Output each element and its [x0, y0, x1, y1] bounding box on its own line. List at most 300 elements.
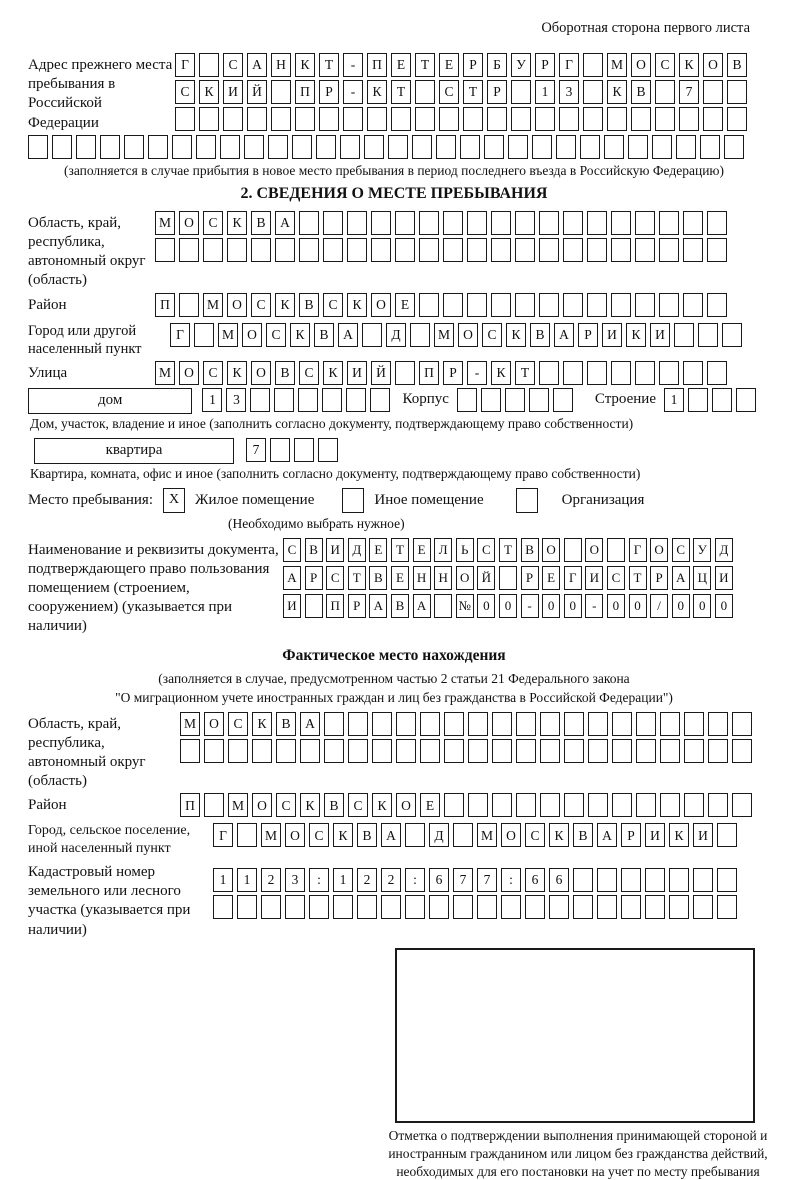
char-cell[interactable] [357, 895, 377, 919]
char-cell[interactable]: Е [542, 566, 560, 590]
char-cell[interactable]: М [228, 793, 248, 817]
char-cell[interactable] [607, 107, 627, 131]
char-cell[interactable]: К [333, 823, 353, 847]
char-cell[interactable]: Е [369, 538, 387, 562]
char-cell[interactable]: П [180, 793, 200, 817]
char-cell[interactable]: 0 [542, 594, 560, 618]
char-cell[interactable] [453, 823, 473, 847]
char-cell[interactable] [467, 238, 487, 262]
char-cell[interactable] [460, 135, 480, 159]
char-cell[interactable] [515, 238, 535, 262]
char-cell[interactable] [172, 135, 192, 159]
char-cell[interactable]: М [155, 361, 175, 385]
char-cell[interactable]: К [290, 323, 310, 347]
char-cell[interactable] [180, 739, 200, 763]
char-cell[interactable] [468, 712, 488, 736]
char-cell[interactable] [292, 135, 312, 159]
char-cell[interactable] [196, 135, 216, 159]
char-cell[interactable] [516, 793, 536, 817]
char-cell[interactable] [223, 107, 243, 131]
char-cell[interactable]: А [275, 211, 295, 235]
char-cell[interactable] [348, 739, 368, 763]
char-cell[interactable] [707, 361, 727, 385]
char-cell[interactable] [722, 323, 742, 347]
char-cell[interactable] [333, 895, 353, 919]
char-cell[interactable]: С [326, 566, 344, 590]
char-cell[interactable] [285, 895, 305, 919]
char-cell[interactable]: К [372, 793, 392, 817]
char-cell[interactable]: И [347, 361, 367, 385]
char-cell[interactable]: П [326, 594, 344, 618]
char-cell[interactable] [612, 793, 632, 817]
char-cell[interactable]: К [367, 80, 387, 104]
char-cell[interactable] [347, 238, 367, 262]
char-cell[interactable]: К [295, 53, 315, 77]
char-cell[interactable] [396, 739, 416, 763]
char-cell[interactable] [491, 293, 511, 317]
char-cell[interactable] [316, 135, 336, 159]
char-cell[interactable] [443, 293, 463, 317]
char-cell[interactable]: О [285, 823, 305, 847]
char-cell[interactable] [124, 135, 144, 159]
char-cell[interactable] [659, 293, 679, 317]
char-cell[interactable] [516, 739, 536, 763]
char-cell[interactable] [203, 238, 223, 262]
char-cell[interactable] [563, 211, 583, 235]
char-cell[interactable]: О [501, 823, 521, 847]
char-cell[interactable] [204, 793, 224, 817]
char-cell[interactable]: К [300, 793, 320, 817]
char-cell[interactable] [274, 388, 294, 412]
char-cell[interactable] [707, 238, 727, 262]
char-cell[interactable] [529, 388, 549, 412]
char-cell[interactable] [305, 594, 323, 618]
char-cell[interactable] [717, 895, 737, 919]
char-cell[interactable]: У [511, 53, 531, 77]
char-cell[interactable]: В [324, 793, 344, 817]
char-cell[interactable]: И [223, 80, 243, 104]
char-cell[interactable] [444, 739, 464, 763]
char-cell[interactable]: И [693, 823, 713, 847]
char-cell[interactable]: И [283, 594, 301, 618]
char-cell[interactable] [708, 739, 728, 763]
char-cell[interactable] [405, 823, 425, 847]
char-cell[interactable]: В [251, 211, 271, 235]
char-cell[interactable] [708, 712, 728, 736]
char-cell[interactable]: Е [391, 566, 409, 590]
char-cell[interactable] [443, 238, 463, 262]
char-cell[interactable]: 2 [261, 868, 281, 892]
char-cell[interactable] [261, 895, 281, 919]
char-cell[interactable]: Р [521, 566, 539, 590]
char-cell[interactable] [655, 80, 675, 104]
char-cell[interactable]: В [573, 823, 593, 847]
char-cell[interactable] [587, 211, 607, 235]
char-cell[interactable]: Г [564, 566, 582, 590]
char-cell[interactable] [660, 793, 680, 817]
char-cell[interactable] [563, 293, 583, 317]
char-cell[interactable]: Т [348, 566, 366, 590]
char-cell[interactable] [525, 895, 545, 919]
char-cell[interactable]: Ь [456, 538, 474, 562]
char-cell[interactable] [612, 739, 632, 763]
char-cell[interactable]: М [180, 712, 200, 736]
char-cell[interactable] [364, 135, 384, 159]
char-cell[interactable]: С [309, 823, 329, 847]
char-cell[interactable] [213, 895, 233, 919]
char-cell[interactable]: : [309, 868, 329, 892]
char-cell[interactable]: С [175, 80, 195, 104]
char-cell[interactable]: М [261, 823, 281, 847]
char-cell[interactable]: Г [559, 53, 579, 77]
char-cell[interactable] [199, 107, 219, 131]
char-cell[interactable] [712, 388, 732, 412]
char-cell[interactable] [703, 107, 723, 131]
char-cell[interactable] [319, 107, 339, 131]
char-cell[interactable] [636, 712, 656, 736]
char-cell[interactable] [611, 293, 631, 317]
char-cell[interactable]: 1 [202, 388, 222, 412]
char-cell[interactable] [52, 135, 72, 159]
char-cell[interactable] [323, 211, 343, 235]
char-cell[interactable] [436, 135, 456, 159]
char-cell[interactable]: М [434, 323, 454, 347]
char-cell[interactable] [580, 135, 600, 159]
char-cell[interactable]: К [252, 712, 272, 736]
char-cell[interactable] [635, 211, 655, 235]
char-cell[interactable]: Н [434, 566, 452, 590]
char-cell[interactable]: 1 [333, 868, 353, 892]
char-cell[interactable] [540, 793, 560, 817]
char-cell[interactable]: К [679, 53, 699, 77]
char-cell[interactable]: А [338, 323, 358, 347]
char-cell[interactable] [679, 107, 699, 131]
char-cell[interactable] [388, 135, 408, 159]
char-cell[interactable] [553, 388, 573, 412]
char-cell[interactable]: М [203, 293, 223, 317]
char-cell[interactable]: А [413, 594, 431, 618]
char-cell[interactable]: П [155, 293, 175, 317]
char-cell[interactable] [683, 211, 703, 235]
char-cell[interactable] [468, 793, 488, 817]
char-cell[interactable] [434, 594, 452, 618]
char-cell[interactable] [563, 361, 583, 385]
char-cell[interactable] [693, 895, 713, 919]
char-cell[interactable] [532, 135, 552, 159]
char-cell[interactable] [611, 238, 631, 262]
char-cell[interactable]: С [477, 538, 495, 562]
char-cell[interactable] [467, 211, 487, 235]
char-cell[interactable]: М [155, 211, 175, 235]
char-cell[interactable]: Г [213, 823, 233, 847]
char-cell[interactable] [322, 388, 342, 412]
char-cell[interactable]: С [348, 793, 368, 817]
char-cell[interactable]: К [626, 323, 646, 347]
char-cell[interactable] [276, 739, 296, 763]
char-cell[interactable]: В [391, 594, 409, 618]
char-cell[interactable]: В [631, 80, 651, 104]
char-cell[interactable] [415, 80, 435, 104]
char-cell[interactable]: Р [463, 53, 483, 77]
char-cell[interactable] [693, 868, 713, 892]
char-cell[interactable] [659, 361, 679, 385]
char-cell[interactable] [294, 438, 314, 462]
char-cell[interactable] [395, 211, 415, 235]
char-cell[interactable] [707, 293, 727, 317]
char-cell[interactable]: Е [420, 793, 440, 817]
char-cell[interactable] [583, 53, 603, 77]
char-cell[interactable] [727, 107, 747, 131]
char-cell[interactable]: О [542, 538, 560, 562]
char-cell[interactable] [220, 135, 240, 159]
char-cell[interactable] [419, 293, 439, 317]
char-cell[interactable]: - [343, 53, 363, 77]
char-cell[interactable] [346, 388, 366, 412]
char-cell[interactable]: - [343, 80, 363, 104]
char-cell[interactable] [684, 712, 704, 736]
char-cell[interactable]: 7 [246, 438, 266, 462]
char-cell[interactable] [703, 80, 723, 104]
char-cell[interactable] [635, 293, 655, 317]
char-cell[interactable] [395, 238, 415, 262]
char-cell[interactable] [564, 712, 584, 736]
char-cell[interactable] [501, 895, 521, 919]
char-cell[interactable]: О [631, 53, 651, 77]
char-cell[interactable] [573, 895, 593, 919]
char-cell[interactable]: Р [319, 80, 339, 104]
char-cell[interactable] [588, 739, 608, 763]
char-cell[interactable]: 0 [672, 594, 690, 618]
char-cell[interactable]: С [251, 293, 271, 317]
char-cell[interactable] [563, 238, 583, 262]
char-cell[interactable] [405, 895, 425, 919]
char-cell[interactable]: С [482, 323, 502, 347]
char-cell[interactable] [700, 135, 720, 159]
char-cell[interactable]: С [223, 53, 243, 77]
char-cell[interactable] [683, 361, 703, 385]
char-cell[interactable] [298, 388, 318, 412]
char-cell[interactable]: Й [477, 566, 495, 590]
char-cell[interactable]: С [203, 361, 223, 385]
char-cell[interactable] [587, 238, 607, 262]
char-cell[interactable]: И [650, 323, 670, 347]
char-cell[interactable]: 7 [679, 80, 699, 104]
char-cell[interactable]: 6 [525, 868, 545, 892]
char-cell[interactable]: 3 [559, 80, 579, 104]
char-cell[interactable] [444, 712, 464, 736]
char-cell[interactable]: 0 [564, 594, 582, 618]
char-cell[interactable] [340, 135, 360, 159]
char-cell[interactable] [727, 80, 747, 104]
char-cell[interactable]: О [204, 712, 224, 736]
char-cell[interactable] [539, 238, 559, 262]
char-cell[interactable] [175, 107, 195, 131]
char-cell[interactable]: 0 [715, 594, 733, 618]
char-cell[interactable] [736, 388, 756, 412]
char-cell[interactable] [251, 238, 271, 262]
char-cell[interactable]: 2 [357, 868, 377, 892]
char-cell[interactable] [724, 135, 744, 159]
char-cell[interactable] [372, 739, 392, 763]
char-cell[interactable] [732, 739, 752, 763]
char-cell[interactable]: М [218, 323, 238, 347]
char-cell[interactable] [396, 712, 416, 736]
char-cell[interactable] [391, 107, 411, 131]
char-cell[interactable]: Т [319, 53, 339, 77]
char-cell[interactable] [100, 135, 120, 159]
char-cell[interactable]: С [266, 323, 286, 347]
char-cell[interactable]: С [228, 712, 248, 736]
char-cell[interactable] [511, 80, 531, 104]
char-cell[interactable]: К [549, 823, 569, 847]
char-cell[interactable]: И [715, 566, 733, 590]
char-cell[interactable] [410, 323, 430, 347]
char-cell[interactable] [684, 793, 704, 817]
char-cell[interactable] [420, 712, 440, 736]
char-cell[interactable]: 0 [629, 594, 647, 618]
char-cell[interactable] [252, 739, 272, 763]
char-cell[interactable]: Б [487, 53, 507, 77]
char-cell[interactable] [468, 739, 488, 763]
char-cell[interactable] [505, 388, 525, 412]
char-cell[interactable] [343, 107, 363, 131]
char-cell[interactable]: - [467, 361, 487, 385]
char-cell[interactable]: : [405, 868, 425, 892]
char-cell[interactable]: В [314, 323, 334, 347]
char-cell[interactable]: О [179, 211, 199, 235]
char-cell[interactable]: Д [715, 538, 733, 562]
char-cell[interactable] [453, 895, 473, 919]
char-cell[interactable] [443, 211, 463, 235]
char-cell[interactable]: Г [629, 538, 647, 562]
char-cell[interactable] [371, 238, 391, 262]
char-cell[interactable] [635, 361, 655, 385]
char-cell[interactable] [492, 793, 512, 817]
char-cell[interactable]: А [300, 712, 320, 736]
char-cell[interactable]: В [369, 566, 387, 590]
char-cell[interactable] [540, 712, 560, 736]
char-cell[interactable]: В [727, 53, 747, 77]
char-cell[interactable] [660, 739, 680, 763]
char-cell[interactable]: В [299, 293, 319, 317]
char-cell[interactable] [539, 211, 559, 235]
char-cell[interactable]: Г [175, 53, 195, 77]
char-cell[interactable]: Т [463, 80, 483, 104]
char-cell[interactable] [444, 793, 464, 817]
char-cell[interactable]: Л [434, 538, 452, 562]
char-cell[interactable] [587, 361, 607, 385]
char-cell[interactable] [645, 895, 665, 919]
char-cell[interactable] [588, 712, 608, 736]
char-cell[interactable] [362, 323, 382, 347]
char-cell[interactable] [688, 388, 708, 412]
char-cell[interactable]: Р [535, 53, 555, 77]
char-cell[interactable] [573, 868, 593, 892]
char-cell[interactable]: О [242, 323, 262, 347]
char-cell[interactable] [419, 211, 439, 235]
char-cell[interactable]: А [672, 566, 690, 590]
char-cell[interactable] [669, 895, 689, 919]
char-cell[interactable] [244, 135, 264, 159]
char-cell[interactable]: - [521, 594, 539, 618]
char-cell[interactable]: 7 [477, 868, 497, 892]
char-cell[interactable]: Н [271, 53, 291, 77]
char-cell[interactable] [698, 323, 718, 347]
char-cell[interactable] [323, 238, 343, 262]
char-cell[interactable]: С [323, 293, 343, 317]
char-cell[interactable] [179, 293, 199, 317]
char-cell[interactable]: Р [487, 80, 507, 104]
char-cell[interactable] [194, 323, 214, 347]
char-cell[interactable]: Н [413, 566, 431, 590]
char-cell[interactable] [707, 211, 727, 235]
char-cell[interactable]: О [227, 293, 247, 317]
char-cell[interactable] [621, 895, 641, 919]
char-cell[interactable] [539, 293, 559, 317]
char-cell[interactable] [348, 712, 368, 736]
char-cell[interactable] [556, 135, 576, 159]
char-cell[interactable] [463, 107, 483, 131]
char-cell[interactable]: П [295, 80, 315, 104]
char-cell[interactable]: О [371, 293, 391, 317]
char-cell[interactable]: Т [499, 538, 517, 562]
char-cell[interactable]: 1 [237, 868, 257, 892]
char-cell[interactable]: К [227, 361, 247, 385]
char-cell[interactable] [652, 135, 672, 159]
char-cell[interactable] [412, 135, 432, 159]
char-cell[interactable] [324, 712, 344, 736]
char-cell[interactable]: К [347, 293, 367, 317]
char-cell[interactable]: И [602, 323, 622, 347]
char-cell[interactable]: А [283, 566, 301, 590]
char-cell[interactable]: 1 [213, 868, 233, 892]
char-cell[interactable]: С [655, 53, 675, 77]
char-cell[interactable]: В [276, 712, 296, 736]
char-cell[interactable]: Р [650, 566, 668, 590]
char-cell[interactable] [318, 438, 338, 462]
char-cell[interactable]: И [645, 823, 665, 847]
char-cell[interactable] [564, 739, 584, 763]
char-cell[interactable] [179, 238, 199, 262]
char-cell[interactable]: А [369, 594, 387, 618]
char-cell[interactable]: Д [386, 323, 406, 347]
char-cell[interactable]: В [357, 823, 377, 847]
char-cell[interactable]: Г [170, 323, 190, 347]
char-cell[interactable] [708, 793, 728, 817]
char-cell[interactable]: О [179, 361, 199, 385]
char-cell[interactable]: Ц [693, 566, 711, 590]
char-cell[interactable]: О [396, 793, 416, 817]
char-cell[interactable] [439, 107, 459, 131]
char-cell[interactable]: Й [247, 80, 267, 104]
char-cell[interactable]: 7 [453, 868, 473, 892]
char-cell[interactable] [429, 895, 449, 919]
char-cell[interactable]: А [247, 53, 267, 77]
apartment-name-box[interactable]: квартира [34, 438, 234, 464]
char-cell[interactable]: И [585, 566, 603, 590]
char-cell[interactable]: И [326, 538, 344, 562]
char-cell[interactable]: О [251, 361, 271, 385]
char-cell[interactable]: Т [515, 361, 535, 385]
char-cell[interactable] [659, 238, 679, 262]
char-cell[interactable] [684, 739, 704, 763]
char-cell[interactable] [309, 895, 329, 919]
char-cell[interactable] [247, 107, 267, 131]
house-name-box[interactable]: дом [28, 388, 192, 414]
char-cell[interactable]: Р [443, 361, 463, 385]
char-cell[interactable]: 6 [549, 868, 569, 892]
char-cell[interactable] [484, 135, 504, 159]
